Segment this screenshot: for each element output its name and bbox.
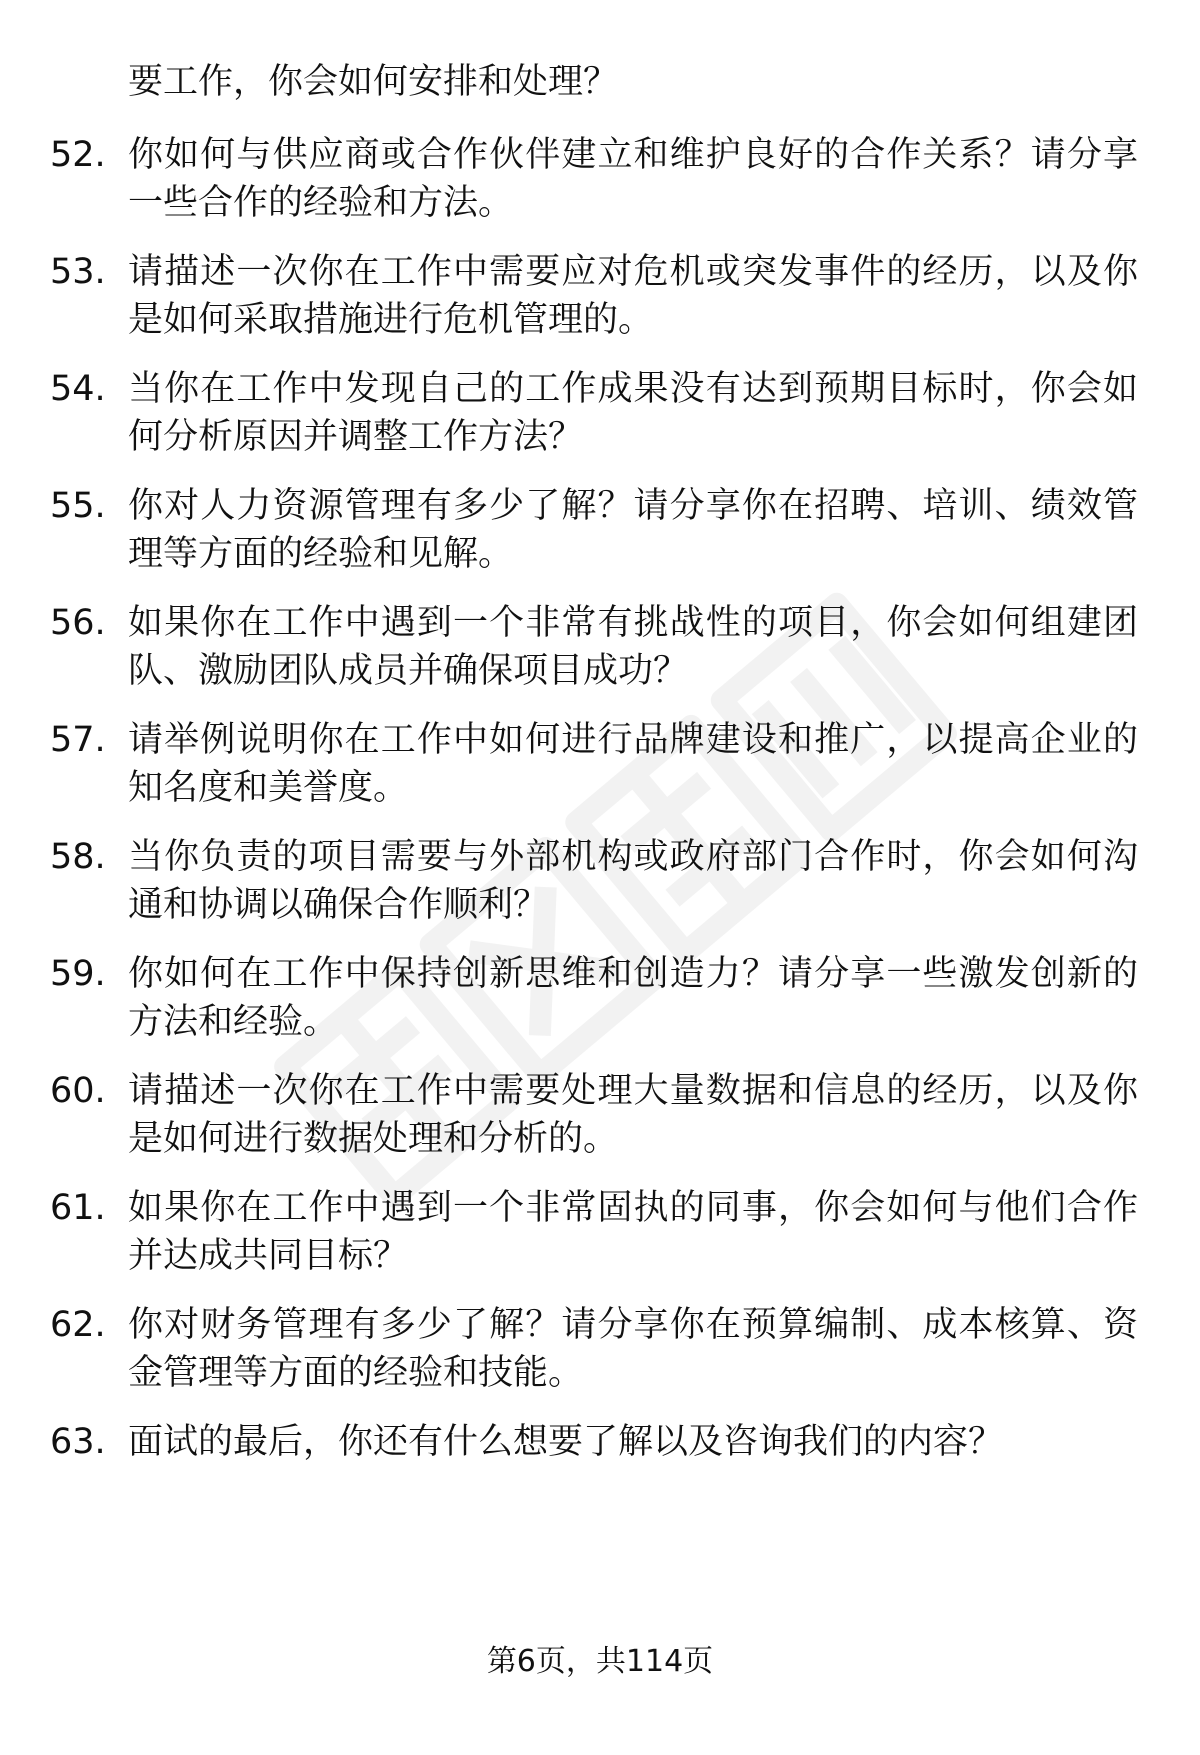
- question-item: [50, 1418, 1150, 1466]
- question-item: [50, 950, 1150, 1046]
- question-text: 你如何与供应商或合作伙伴建立和维护良好的合作关系？请分享一些合作的经验和方法。: [128, 135, 1138, 223]
- question-item: [50, 599, 1150, 695]
- question-item: [50, 1184, 1150, 1280]
- question-text: 请描述一次你在工作中需要处理大量数据和信息的经历，以及你是如何进行数据处理和分析的。: [128, 1071, 1138, 1159]
- question-text: 如果你在工作中遇到一个非常有挑战性的项目，你会如何组建团队、激励团队成员并确保项目成功？: [128, 603, 1138, 691]
- continuation-text: 要工作，你会如何安排和处理？: [128, 62, 619, 102]
- question-item: [50, 1301, 1150, 1397]
- question-item: [50, 131, 1150, 227]
- question-number: 58.: [50, 837, 106, 877]
- question-text: 当你负责的项目需要与外部机构或政府部门合作时，你会如何沟通和协调以确保合作顺利？: [128, 837, 1138, 925]
- question-item: [50, 248, 1150, 344]
- question-number: 62.: [50, 1305, 106, 1345]
- question-text: 当你在工作中发现自己的工作成果没有达到预期目标时，你会如何分析原因并调整工作方法？: [128, 369, 1138, 457]
- question-number: 59.: [50, 954, 106, 994]
- question-number: 55.: [50, 486, 106, 526]
- question-item: [50, 833, 1150, 929]
- question-text: 面试的最后，你还有什么想要了解以及咨询我们的内容？: [128, 1422, 1004, 1462]
- question-text: 你对财务管理有多少了解？请分享你在预算编制、成本核算、资金管理等方面的经验和技能。: [128, 1305, 1138, 1393]
- question-item: [50, 1067, 1150, 1163]
- question-item: [50, 716, 1150, 812]
- question-number: 60.: [50, 1071, 106, 1111]
- question-item: [50, 482, 1150, 578]
- question-text: 请举例说明你在工作中如何进行品牌建设和推广，以提高企业的知名度和美誉度。: [128, 720, 1138, 808]
- question-text: 你对人力资源管理有多少了解？请分享你在招聘、培训、绩效管理等方面的经验和见解。: [128, 486, 1138, 574]
- question-number: 52.: [50, 135, 106, 175]
- question-text: 你如何在工作中保持创新思维和创造力？请分享一些激发创新的方法和经验。: [128, 954, 1138, 1042]
- question-number: 56.: [50, 603, 106, 643]
- question-number: 57.: [50, 720, 106, 760]
- question-text: 如果你在工作中遇到一个非常固执的同事，你会如何与他们合作并达成共同目标？: [128, 1188, 1138, 1276]
- page-footer: 第6页，共114页: [486, 1644, 714, 1679]
- question-number: 53.: [50, 252, 106, 292]
- question-text: 请描述一次你在工作中需要应对危机或突发事件的经历，以及你是如何采取措施进行危机管理的。: [128, 252, 1138, 340]
- question-number: 54.: [50, 369, 106, 409]
- question-item: [50, 365, 1150, 461]
- question-number: 61.: [50, 1188, 106, 1228]
- question-number: 63.: [50, 1422, 106, 1462]
